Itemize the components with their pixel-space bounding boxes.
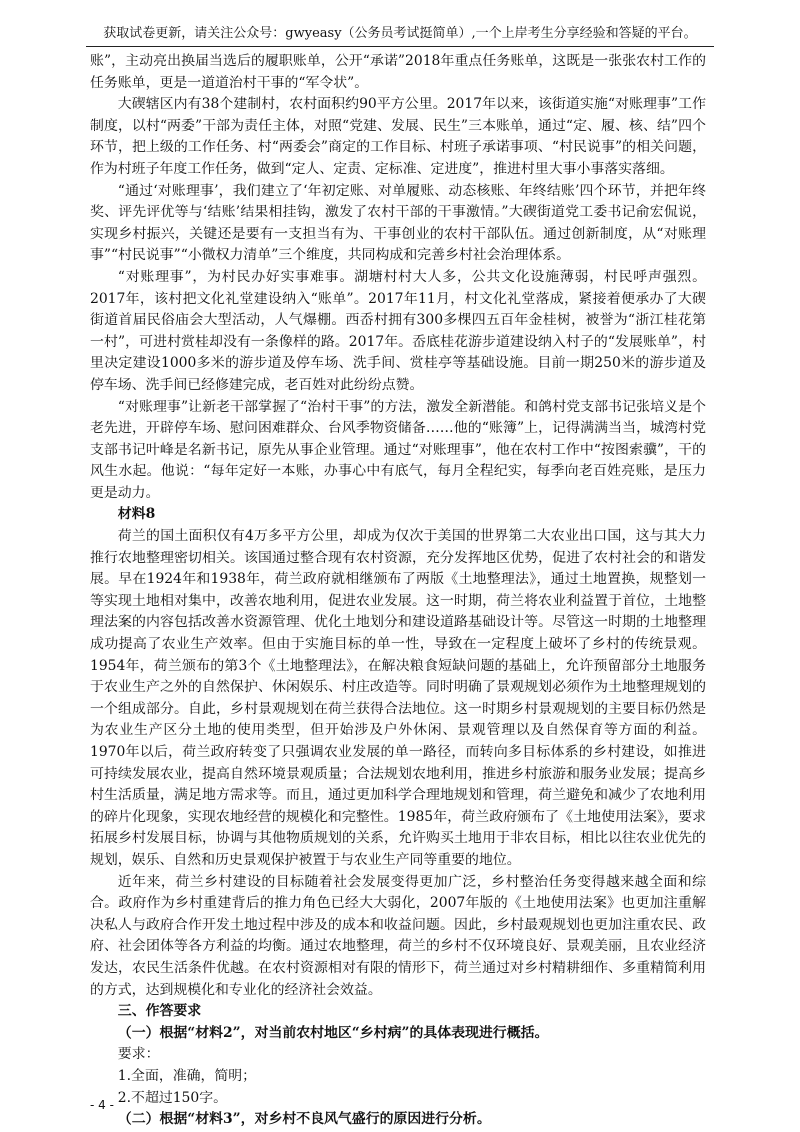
requirement-1: 1.全面，准确，简明； <box>117 1067 257 1084</box>
question-2: （二）根据“材料3”，对乡村不良风气盛行的原因进行分析。 <box>117 1111 491 1128</box>
paragraph-village-projects: “对账理事”，为村民办好实事难事。湖塘村村大人多，公共文化设施薄弱，村民呼声强烈。2017年，该村把文化礼堂建设纳入“账单”。2017年11月，村文化礼堂落成，紧接着便承办了大碶街道首届民俗庙会大型活动，人气爆棚。西岙村拥有300多棵四五百年金桂树，被誉为“浙江桂花第一村”，可进村赏桂却没有一条像样的路。2017年。岙底桂花游步道建设纳入村子的“发展账单”，村里决定建设1000多米的游步道及停车场、洗手间、赏桂亭等基础设施。目前一期250米的游步道及停车场、洗手间已经修建完成，老百姓对此纷纷点赞。 <box>90 268 706 393</box>
paragraph-daqi-overview: 大碶辖区内有38个建制村，农村面积约90平方公里。2017年以来，该街道实施“对账理事”工作制度，以村“两委”干部为责任主体，对照“党建、发展、民生”三本账单，通过“定、履、核、结”四个环节，把上级的工作任务、村“两委会”商定的工作目标、村班子承诺事项、“村民说事”的相关问题，作为村班子年度工作任务，做到“定人、定责、定标准、定进度”，推进村里大事小事落实落细。 <box>90 96 706 177</box>
paragraph-quote-secretary: “通过‘对账理事’，我们建立了‘年初定账、对单履账、动态核账、年终结账’四个环节，并把年终奖、评先评优等与‘结账’结果相挂钩，激发了农村干部的干事激情。”大碶街道党工委书记俞宏侃说，实现乡村振兴，关键还是要有一支担当有为、干事创业的农村干部队伍。通过创新制度，从“对账理事”“村民说事”“小微权力清单”三个维度，共同构成和完善乡村社会治理体系。 <box>90 182 706 264</box>
requirement-2: 2.不超过150字。 <box>117 1089 228 1106</box>
paragraph-cadres: “对账理事”让新老干部掌握了“治村干事”的方法，激发全新潜能。和鸽村党支部书记张培义是个老先进，开辟停车场、慰问困难群众、台风季物资储备……他的“账簿”上，记得满满当当，城湾村党支部书记叶峰是名新书记，原先从事企业管理。通过“对账理事”，他在农村工作中“按图索骥”，干的风生水起。他说：“每年定好一本账，办事心中有底气，每月全程纪实，每季向老百姓亮账，是压力更是动力。 <box>90 398 706 501</box>
material-8-title: 材料8 <box>117 506 156 523</box>
document-body <box>90 51 706 1131</box>
section-title: 三、作答要求 <box>117 1003 202 1020</box>
paragraph-netherlands-history: 荷兰的国土面积仅有4万多平方公里，却成为仅次于美国的世界第二大农业出口国，这与其大力推行农地整理密切相关。该国通过整合现有农村资源，充分发挥地区优势，促进了农村社会的和谐发展。早在1924年和1938年，荷兰政府就相继颁布了两版《土地整理法》，通过土地置换，规整划一等实现土地相对集中，改善农地利用，促进农业发展。这一时期，荷兰将农业利益置于首位，土地整理法案的内容包括改善水资源管理、优化土地划分和建设道路基础设计等。尽管这一时期的土地整理成功提高了农业生产效率。但由于实施目标的单一性，导致在一定程度上破坏了乡村的传统景观。1954年，荷兰颁布的第3个《土地整理法》，在解决粮食短缺问题的基础上，允许预留部分土地服务于农业生产之外的自然保护、休闲娱乐、村庄改造等。同时明确了景观规划必须作为土地整理规划的一个组成部分。自此，乡村景观规划在荷兰获得合法地位。这一时期乡村景观规划的主要目标仍然是为农业生产区分土地的使用类型，但开始涉及户外休闲、景观管理以及自然保育等方面的利益。1970年以后，荷兰政府转变了只强调农业发展的单一路径，而转向多目标体系的乡村建设，如推进可持续发展农业，提高自然环境景观质量；合法规划农地利用，推进乡村旅游和服务业发展；提高乡村生活质量，满足地方需求等。而且，通过更加科学合理地规划和管理，荷兰避免和减少了农地利用的碎片化现象，实现农地经营的规模化和完整性。1985年，荷兰政府颁布了《土地使用法案》，要求拓展乡村发展目标，协调与其他物质规划的关系，允许购买土地用于非农目标，相比以往农业优先的规划，娱乐、自然和历史景观保护被置于与农业生产同等重要的地位。 <box>90 528 706 868</box>
requirements-label: 要求： <box>117 1046 160 1063</box>
page-number: - 4 - <box>90 1098 114 1112</box>
question-1: （一）根据“材料2”，对当前农村地区“乡村病”的具体表现进行概括。 <box>117 1024 549 1041</box>
paragraph-netherlands-recent: 近年来，荷兰乡村建设的目标随着社会发展变得更加广泛，乡村整治任务变得越来越全面和综合。政府作为乡村重建背后的推力角色已经大大弱化，2007年版的《土地使用法案》也更加注重解决私人与政府合作开发土地过程中涉及的成本和收益问题。因此，乡村最观规划也更加注重农民、政府、社会团体等各方利益的均衡。通过农地整理，荷兰的乡村不仅环境良好、景观美丽，且农业经济发达，农民生活条件优越。在农村资源相对有限的情形下，荷兰通过对乡村精耕细作、多重精简利用的方式，达到规模化和专业化的经济社会效益。 <box>90 873 706 998</box>
page-header: 获取试卷更新，请关注公众号：gwyeasy（公务员考试挺简单）,一个上岸考生分享经验和答疑的平台。 <box>86 24 714 47</box>
paragraph-continuation: 账”，主动亮出换届当选后的履职账单，公开“承诺”2018年重点任务账单，这既是一张张农村工作的任务账单，更是一道道治村干事的“军令状”。 <box>90 53 706 91</box>
